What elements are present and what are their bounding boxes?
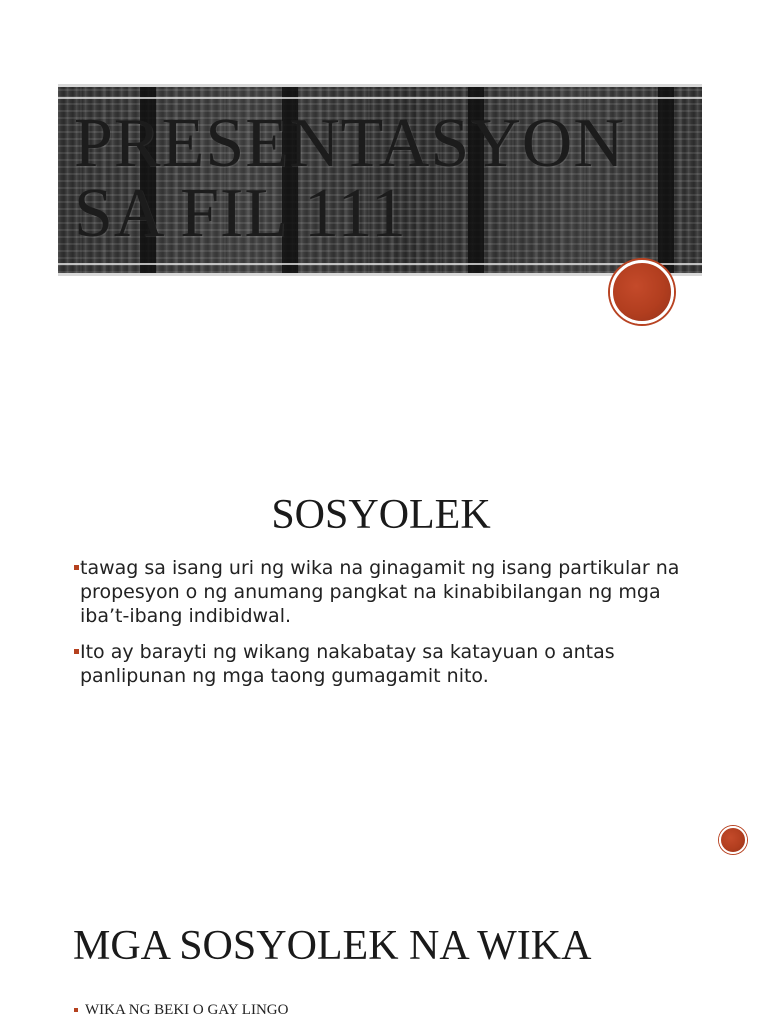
title-banner — [58, 84, 702, 276]
square-bullet-icon — [74, 565, 79, 570]
list-item: WIKA NG BEKI O GAY LINGO — [85, 1002, 289, 1018]
sosyolek-heading: SOSYOLEK — [271, 492, 491, 538]
square-bullet-icon — [74, 1008, 78, 1012]
square-bullet-icon — [74, 649, 79, 654]
sosyolek-bullet-list — [80, 556, 700, 700]
mga-sosyolek-heading: MGA SOSYOLEK NA WIKA — [73, 923, 592, 969]
presentation-title — [74, 105, 625, 252]
list-item — [80, 640, 700, 688]
bullet-text: tawag sa isang uri ng wika na ginagamit ng isang partikular na propesyon o ng anumang pangkat na kinabibilangan ng mga iba’t-ibang indibidwal. — [80, 557, 680, 627]
bullet-text: Ito ay barayti ng wikang nakabatay sa katayuan o antas panlipunan ng mga taong gumagamit nito. — [80, 641, 615, 687]
accent-circle-icon — [610, 260, 674, 324]
list-item — [80, 556, 700, 628]
accent-circle-small-icon — [719, 826, 747, 854]
title-line-2: SA FIL 111 — [74, 175, 407, 252]
title-line-1: PRESENTASYON — [74, 105, 625, 182]
